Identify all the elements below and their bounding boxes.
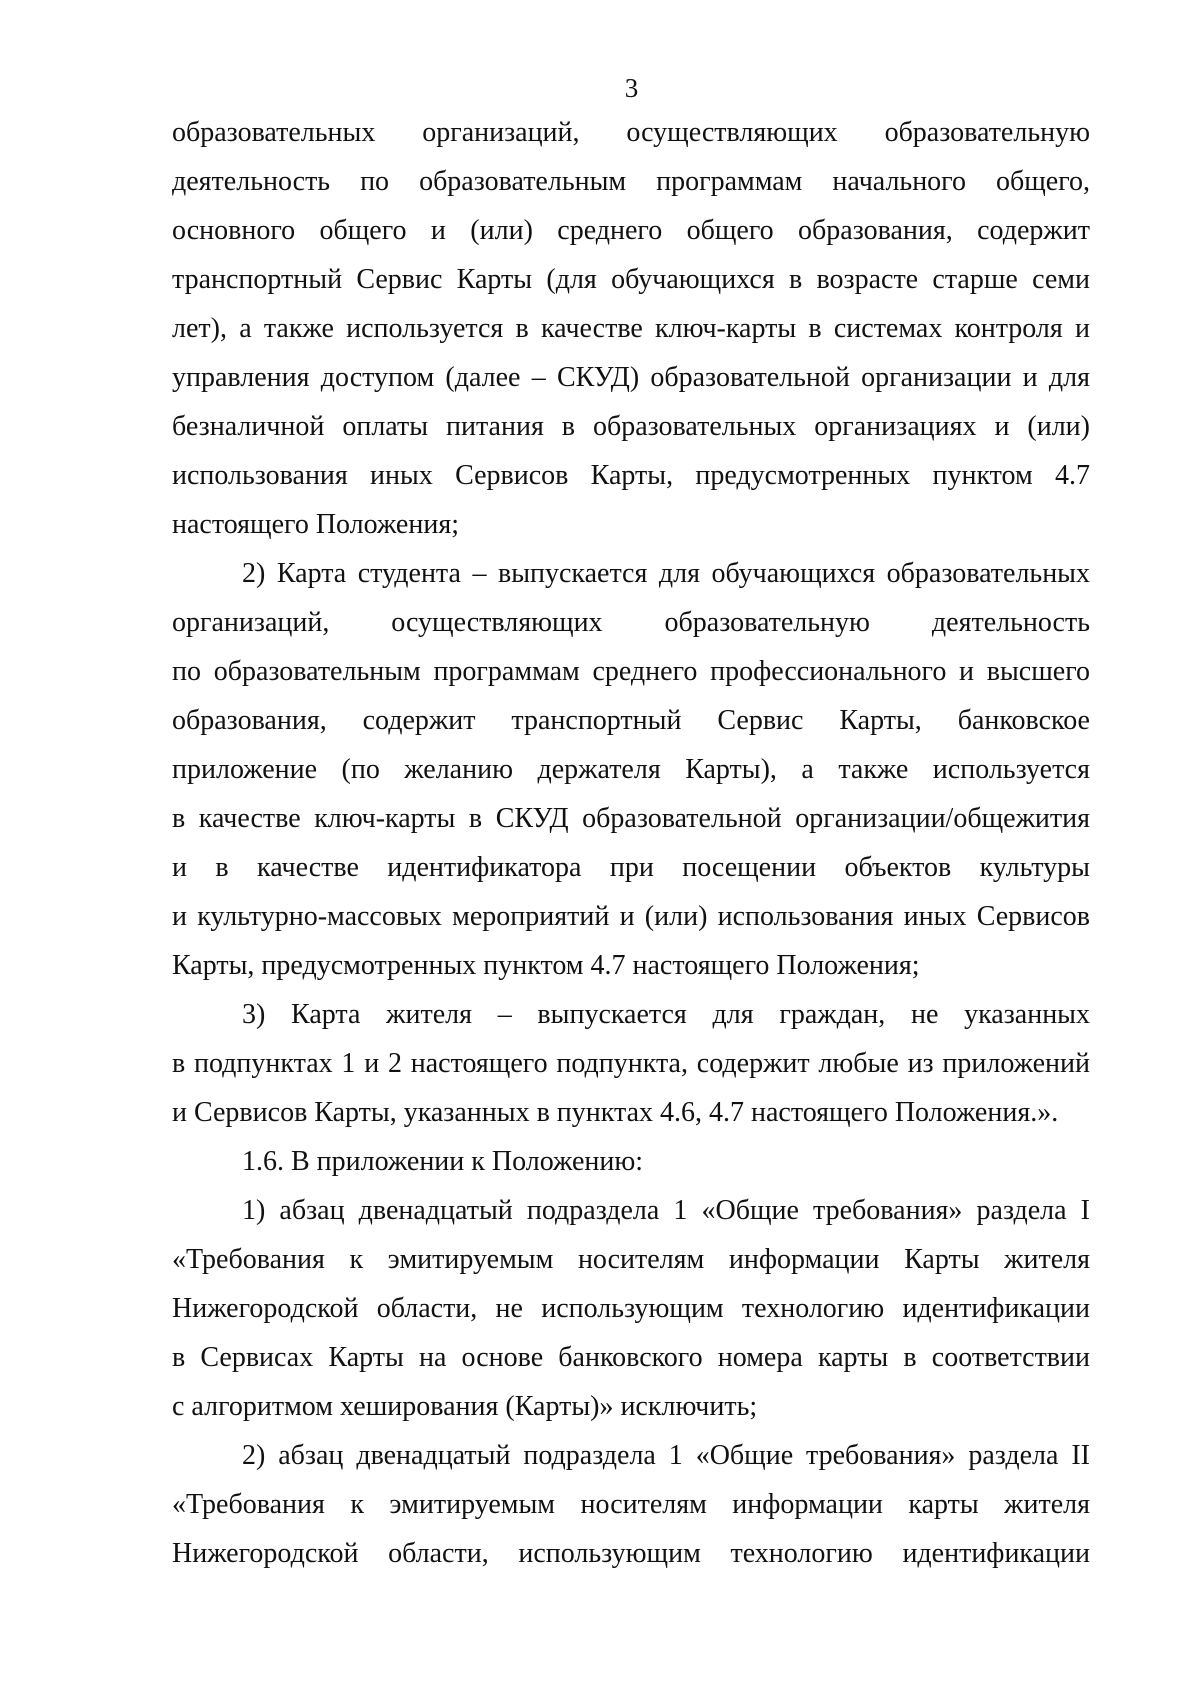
text-line: «Требования к эмитируемым носителям информации Карты жителя — [172, 1244, 1090, 1275]
text-line: настоящего Положения; — [172, 509, 459, 540]
text-line: «Требования к эмитируемым носителям информации карты жителя — [172, 1489, 1090, 1520]
text-line: и Сервисов Карты, указанных в пунктах 4.6, 4.7 настоящего Положения.». — [172, 1097, 1059, 1128]
text-line: Карты, предусмотренных пунктом 4.7 настоящего Положения; — [172, 950, 920, 981]
text-line: образовательных организаций, осуществляющих образовательную — [172, 117, 1090, 148]
text-line: организаций, осуществляющих образовательную деятельность — [172, 607, 1090, 638]
text-line: 2) Карта студента – выпускается для обучающихся образовательных — [242, 558, 1090, 589]
text-line: с алгоритмом хеширования (Карты)» исключить; — [172, 1391, 758, 1422]
paragraph — [172, 108, 1090, 549]
text-line: транспортный Сервис Карты (для обучающихся в возрасте старше семи — [172, 264, 1090, 295]
text-line: 1.6. В приложении к Положению: — [242, 1146, 644, 1177]
text-line: 3) Карта жителя – выпускается для граждан, не указанных — [242, 999, 1090, 1030]
text-line: Нижегородской области, не использующим технологию идентификации — [172, 1293, 1090, 1324]
text-line: использования иных Сервисов Карты, предусмотренных пунктом 4.7 — [172, 460, 1090, 491]
paragraph — [172, 990, 1090, 1137]
text-line: в Сервисах Карты на основе банковского номера карты в соответствии — [172, 1342, 1090, 1373]
text-line: образования, содержит транспортный Сервис Карты, банковское — [172, 705, 1090, 736]
text-line: по образовательным программам среднего профессионального и высшего — [172, 656, 1090, 687]
text-line: и в качестве идентификатора при посещении объектов культуры — [172, 852, 1090, 883]
text-line: деятельность по образовательным программам начального общего, — [172, 166, 1090, 197]
text-line: лет), а также используется в качестве ключ-карты в системах контроля и — [172, 313, 1090, 344]
text-line: безналичной оплаты питания в образовательных организациях и (или) — [172, 411, 1090, 442]
text-line: Нижегородской области, использующим технологию идентификации — [172, 1538, 1090, 1569]
text-line: приложение (по желанию держателя Карты), а также используется — [172, 754, 1090, 785]
paragraph — [172, 1186, 1090, 1431]
paragraph — [172, 549, 1090, 990]
text-line: основного общего и (или) среднего общего образования, содержит — [172, 215, 1090, 246]
text-line: управления доступом (далее – СКУД) образовательной организации и для — [172, 362, 1090, 393]
page-number: 3 — [624, 73, 639, 103]
document-body — [172, 108, 1090, 1578]
text-line: и культурно-массовых мероприятий и (или) использования иных Сервисов — [172, 901, 1090, 932]
text-line: 1) абзац двенадцатый подраздела 1 «Общие требования» раздела I — [242, 1195, 1090, 1226]
text-line: в качестве ключ-карты в СКУД образовательной организации/общежития — [172, 803, 1090, 834]
paragraph — [172, 1431, 1090, 1578]
paragraph — [172, 1137, 1090, 1186]
text-line: 2) абзац двенадцатый подраздела 1 «Общие требования» раздела II — [242, 1440, 1090, 1471]
text-line: в подпунктах 1 и 2 настоящего подпункта, содержит любые из приложений — [172, 1048, 1090, 1079]
